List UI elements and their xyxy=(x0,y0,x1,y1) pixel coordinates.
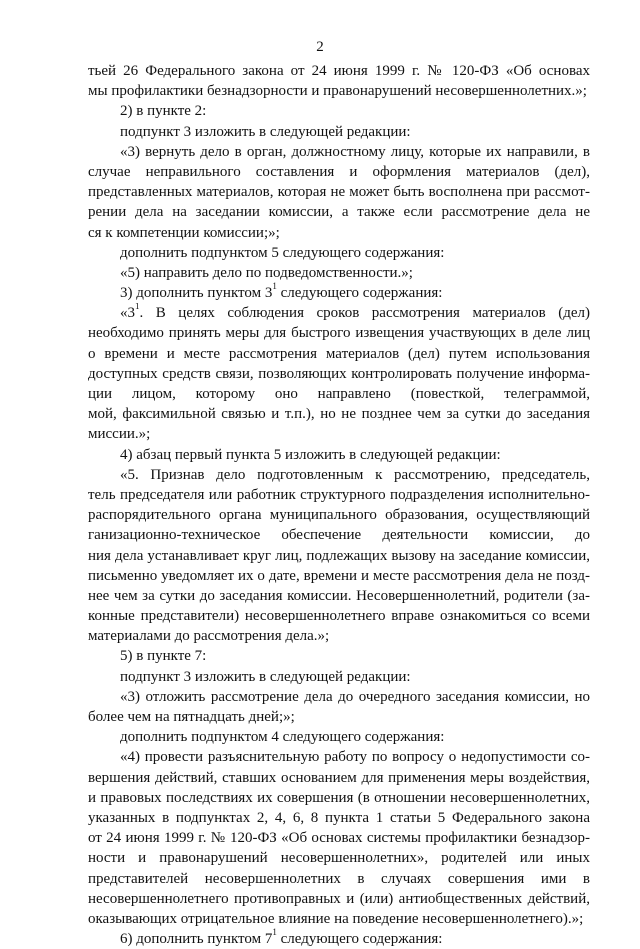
text-line xyxy=(88,828,590,848)
text-line-content: вершения действий, ставших основанием для применения меры воздействия, xyxy=(88,769,590,786)
text-line-content: подпункт 3 изложить в следующей редакции: xyxy=(120,123,411,140)
text-line xyxy=(88,889,590,909)
text-line-content: «5) направить дело по подведомственности.»; xyxy=(120,264,413,281)
text-line-content: ции лицом, которому оно направлено (повесткой, телеграммой, xyxy=(88,386,590,402)
text-line xyxy=(88,525,590,545)
text-line xyxy=(88,303,590,323)
text-line xyxy=(88,747,590,767)
text-line-content: от 24 июня 1999 г. № 120-ФЗ «Об основах системы профилактики безнадзор- xyxy=(88,830,590,847)
text-line-content: представителей несовершеннолетних в случаях совершения ими в xyxy=(88,870,590,887)
text-line xyxy=(88,606,590,626)
text-line-content: подпункт 3 изложить в следующей редакции: xyxy=(120,668,411,685)
superscript: 1 xyxy=(272,927,277,938)
text-line xyxy=(88,101,590,121)
text-line xyxy=(88,869,590,889)
text-line-content: распорядительного органа муниципального образования, осуществляющий xyxy=(88,507,590,524)
text-line xyxy=(88,404,590,424)
text-line xyxy=(88,707,590,727)
text-line xyxy=(88,364,590,384)
text-line-content: ся к компетенции комиссии;»; xyxy=(88,224,280,241)
text-line xyxy=(88,384,590,404)
text-line-content: 5) в пункте 7: xyxy=(120,648,207,665)
text-line-content: ния дела устанавливает круг лиц, подлежащих вызову на заседание комиссии, xyxy=(88,547,590,564)
text-line-content: конные представители) несовершеннолетнего вправе ознакомиться со всеми xyxy=(88,608,590,625)
text-line-content: 6) дополнить пунктом 7 xyxy=(120,931,273,948)
text-line-content: рении дела на заседании комиссии, а также если рассмотрение дела не xyxy=(88,204,590,221)
text-line-content: «5. Признав дело подготовленным к рассмотрению, председатель, xyxy=(120,466,590,483)
page-number: 2 xyxy=(316,39,324,55)
text-line-content: представленных материалов, которая не может быть восполнена при рассмот- xyxy=(88,184,590,201)
text-line xyxy=(88,848,590,868)
text-line xyxy=(88,162,590,182)
text-line xyxy=(88,344,590,364)
text-line-content: мой, факсимильной связью и т.п.), но не позднее чем за сутки до заседания xyxy=(88,406,590,423)
text-line xyxy=(88,505,590,525)
text-line-content: «3) вернуть дело в орган, должностному лицу, которые их направили, в xyxy=(120,143,590,160)
text-line xyxy=(88,323,590,343)
text-line-content: оказывающих отрицательное влияние на поведение несовершеннолетнего).»; xyxy=(88,910,584,927)
superscript: 1 xyxy=(135,303,140,312)
text-line-content: 4) абзац первый пункта 5 изложить в следующей редакции: xyxy=(120,446,501,463)
text-line-content: «3) отложить рассмотрение дела до очередного заседания комиссии, но xyxy=(120,688,590,705)
text-line-content: и правовых последствиях их совершения (в отношении несовершеннолетних, xyxy=(88,789,590,806)
text-line xyxy=(88,263,590,283)
text-line-content: несовершеннолетнего противоправных и (или) антиобщественных действий, xyxy=(88,890,590,907)
text-line xyxy=(88,808,590,828)
text-line-content: 3) дополнить пунктом 3 xyxy=(120,285,273,302)
text-line xyxy=(88,283,590,303)
text-line xyxy=(88,586,590,606)
text-line xyxy=(88,223,590,243)
text-line xyxy=(88,546,590,566)
text-line xyxy=(88,61,590,81)
text-line xyxy=(88,122,590,142)
text-line-content: более чем на пятнадцать дней;»; xyxy=(88,709,295,725)
text-line-continuation: следующего содержания: xyxy=(276,285,443,302)
text-line-content: мы профилактики безнадзорности и правонарушений несовершеннолетних.»; xyxy=(88,83,587,100)
text-line-content: необходимо принять меры для быстрого извещения участвующих в деле лиц xyxy=(88,325,590,342)
text-line xyxy=(88,768,590,788)
superscript: 1 xyxy=(272,281,277,292)
text-line xyxy=(88,243,590,263)
text-line xyxy=(88,687,590,707)
text-line-content: тель председателя или работник структурного подразделения исполнительно- xyxy=(88,486,590,503)
text-line-content: указанных в подпунктах 2, 4, 6, 8 пункта 1 статьи 5 Федерального закона xyxy=(88,809,590,826)
text-line xyxy=(88,667,590,687)
text-line-content: ганизационно-техническое обеспечение деятельности комиссии, до xyxy=(88,527,590,544)
text-line-content: доступных средств связи, позволяющих контролировать получение информа- xyxy=(88,365,590,382)
text-line-continuation: . В целях соблюдения сроков рассмотрения материалов (дел) xyxy=(139,305,590,322)
text-line-content: ности и правонарушений несовершеннолетних», родителей или иных xyxy=(88,850,590,867)
text-line xyxy=(88,182,590,202)
text-line-continuation: следующего содержания: xyxy=(276,931,443,948)
text-line-content: материалами до рассмотрения дела.»; xyxy=(88,628,330,645)
text-line xyxy=(88,424,590,444)
text-line-content: письменно уведомляет их о дате, времени и месте рассмотрения дела не позд- xyxy=(88,567,590,584)
text-line xyxy=(88,929,590,949)
text-line-content: «3 xyxy=(120,305,135,322)
text-line-content: дополнить подпунктом 4 следующего содержания: xyxy=(120,729,445,746)
text-line-content: «4) провести разъяснительную работу по вопросу о недопустимости со- xyxy=(120,749,590,766)
text-line-content: дополнить подпунктом 5 следующего содержания: xyxy=(120,244,445,261)
text-line-content: нее чем за сутки до заседания комиссии. Несовершеннолетний, родители (за- xyxy=(88,587,590,604)
text-line xyxy=(88,142,590,162)
text-line-content: тьей 26 Федерального закона от 24 июня 1999 г. № 120-ФЗ «Об основах xyxy=(88,63,590,79)
text-line-content: 2) в пункте 2: xyxy=(120,103,207,120)
text-line xyxy=(88,485,590,505)
text-line xyxy=(88,646,590,666)
text-line xyxy=(88,788,590,808)
text-line xyxy=(88,566,590,586)
text-line xyxy=(88,202,590,222)
text-line-content: миссии.»; xyxy=(88,426,151,443)
text-line-content: о времени и месте рассмотрения материалов (дел) путем использования xyxy=(88,345,590,362)
text-line xyxy=(88,465,590,485)
text-line xyxy=(88,445,590,465)
text-line xyxy=(88,727,590,747)
text-line xyxy=(88,81,590,101)
document-body xyxy=(88,61,590,949)
text-line xyxy=(88,626,590,646)
text-line-content: случае неправильного составления и оформления материалов (дел), xyxy=(88,163,590,180)
text-line xyxy=(88,909,590,929)
